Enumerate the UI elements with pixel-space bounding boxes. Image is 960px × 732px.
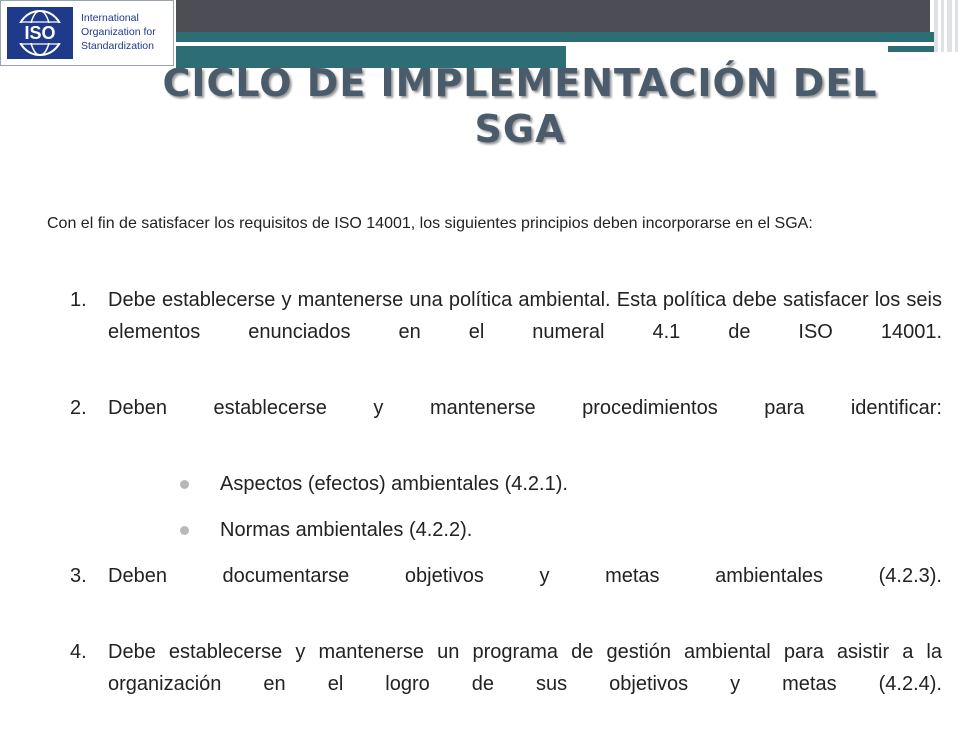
header-dark-bar (176, 0, 930, 32)
header-divider-right (566, 46, 888, 52)
header-teal-bar (176, 32, 936, 42)
list-item-number: 3. (70, 565, 87, 587)
sub-list-item-text: Aspectos (efectos) ambientales (4.2.1). (220, 473, 568, 495)
iso-globe-icon (7, 7, 73, 59)
list-item-text: Deben establecerse y mantenerse procedimientos para identificar: (108, 397, 942, 419)
iso-logo-line-1: International (81, 12, 139, 24)
header-decoration-lines (932, 0, 960, 52)
iso-mark-text: ISO (24, 23, 56, 43)
sub-list-item (220, 468, 942, 500)
list-item (70, 636, 942, 732)
iso-logo-line-2: Organization for (81, 26, 156, 38)
iso-logo-mark (7, 7, 73, 59)
bullet-dot-icon (180, 480, 189, 489)
slide-title (150, 60, 890, 152)
iso-logo (0, 0, 174, 66)
sub-list-item-text: Normas ambientales (4.2.2). (220, 519, 473, 541)
sub-list-item (220, 514, 942, 546)
list-item-number: 4. (70, 641, 87, 663)
list-item-text: Deben documentarse objetivos y metas ambientales (4.2.3). (108, 565, 942, 587)
list-item-text: Debe establecerse y mantenerse un programa de gestión ambiental para asistir a la organización en el logro de sus objetivos y metas (4.2.4). (108, 641, 942, 695)
intro-paragraph: Con el fin de satisfacer los requisitos de ISO 14001, los siguientes principios deben incorporarse en el SGA: (47, 215, 813, 232)
list-item (70, 284, 942, 380)
header-teal-end (888, 46, 936, 52)
list-item-number: 2. (70, 397, 87, 419)
iso-logo-text (81, 11, 156, 53)
bullet-dot-icon (180, 526, 189, 535)
list-item-number: 1. (70, 289, 87, 311)
iso-logo-line-3: Standardization (81, 40, 154, 52)
list-item (70, 392, 942, 456)
list-item (70, 560, 942, 624)
principles-list (70, 284, 942, 732)
slide-title-line-2: SGA (474, 107, 566, 151)
list-item-text: Debe establecerse y mantenerse una política ambiental. Esta política debe satisfacer los seis elementos enunciados en el numeral 4.1 de ISO 14001. (108, 289, 942, 343)
slide-title-line-1: CICLO DE IMPLEMENTACIÓN DEL (162, 61, 878, 105)
